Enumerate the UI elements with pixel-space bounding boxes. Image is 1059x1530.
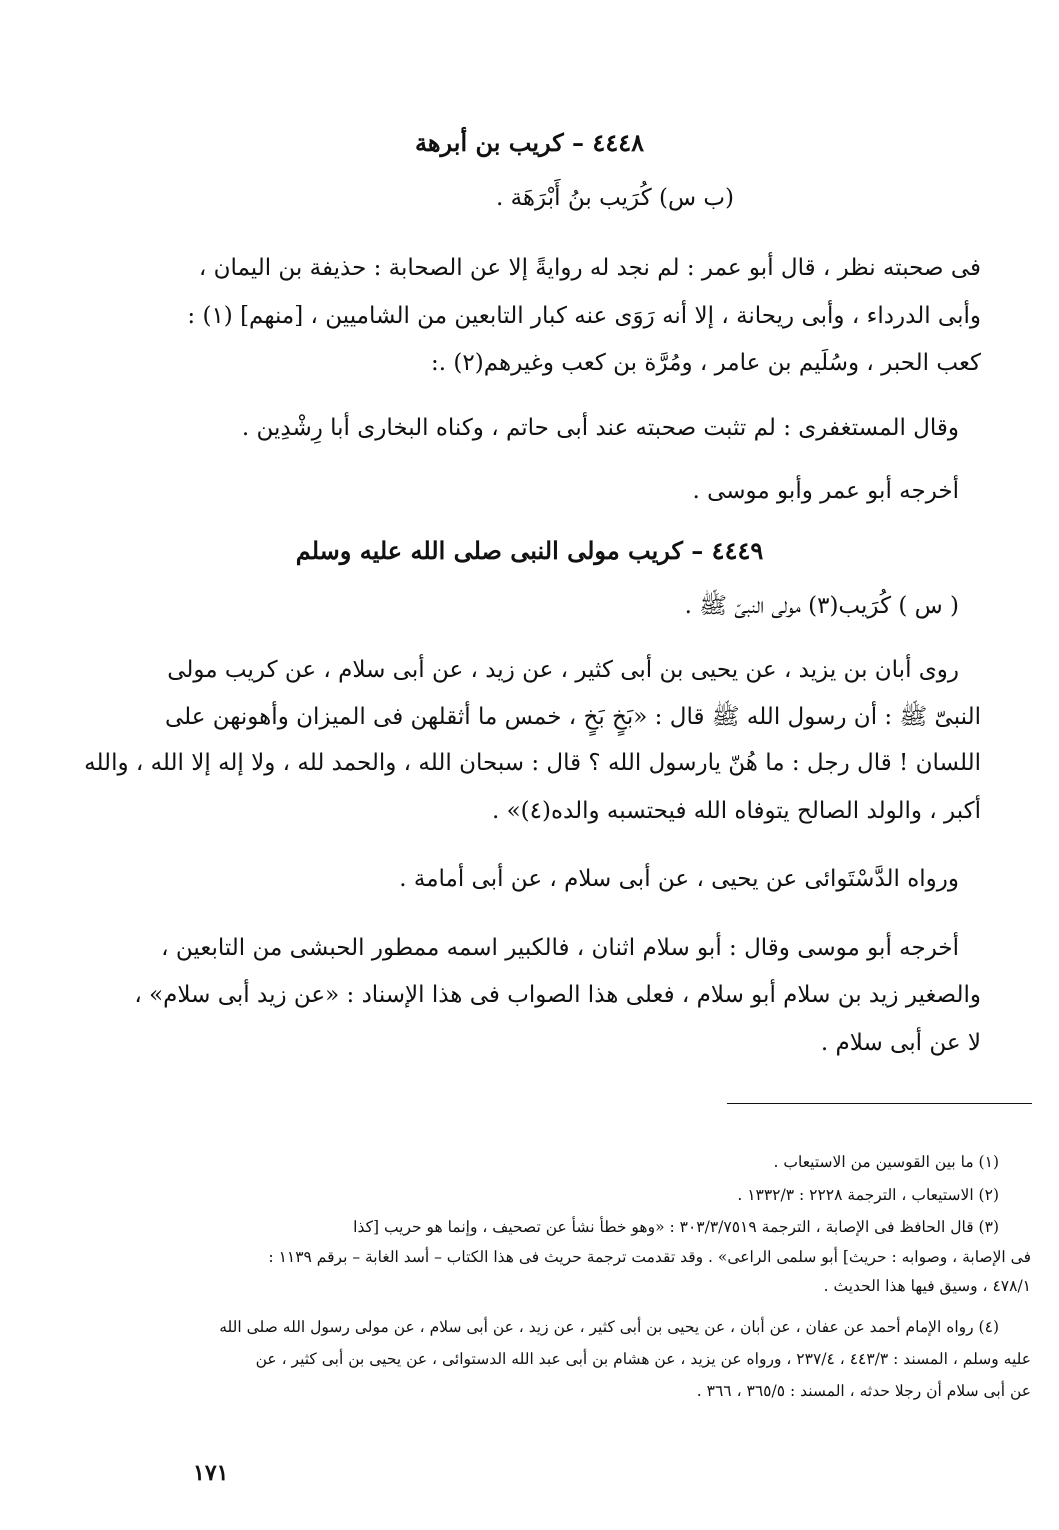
- entry-4448-text-line: وقال المستغفرى : لم تثبت صحبته عند أبى حاتم ، وكناه البخارى أبا رِشْدِين .: [241, 415, 959, 441]
- entry-4448-name-line: (ب س) كُرَيب بنُ أَبْرَهَة .: [495, 185, 734, 211]
- footnote-separator: [727, 1103, 1032, 1104]
- entry-4448-text-line: فى صحبته نظر ، قال أبو عمر : لم نجد له روايةً إلا عن الصحابة : حذيفة بن اليمان ،: [198, 255, 981, 281]
- page-number: ١٧١: [193, 1460, 229, 1486]
- entry-heading-4448: ٤٤٤٨ – كريب بن أبرهة: [415, 128, 644, 157]
- entry-4449-text-line: أكبر ، والولد الصالح يتوفاه الله فيحتسبه والده(٤)» .: [491, 798, 981, 824]
- footnote-line: (٤) رواه الإمام أحمد عن عفان ، عن أبان ، عن يحيى بن أبى كثير ، عن زيد ، عن أبى سلام ، عن مولى رسول الله صلى الله: [219, 1318, 999, 1336]
- entry-4448-text-line: أخرجه أبو عمر وأبو موسى .: [692, 478, 959, 504]
- footnote-line: عن أبى سلام أن رجلا حدثه ، المسند : ٣٦٥/٥ ، ٣٦٦ .: [696, 1382, 1031, 1400]
- entry-4448-text-line: كعب الحبر ، وسُلَيم بن عامر ، ومُرَّة بن كعب وغيرهم(٢) .:: [431, 350, 981, 376]
- footnote-line: فى الإصابة ، وصوابه : حريث] أبو سلمى الراعى» . وقد تقدمت ترجمة حريث فى هذا الكتاب – أسد الغابة – برقم ١١٣٩ :: [268, 1248, 1031, 1266]
- entry-4449-text-line: ورواه الدَّسْتَوائى عن يحيى ، عن أبى سلام ، عن أبى أمامة .: [399, 866, 959, 892]
- entry-4449-text-line: اللسان ! قال رجل : ما هُنّ يارسول الله ؟ قال : سبحان الله ، والحمد لله ، ولا إله إلا الله ، والله: [84, 750, 981, 776]
- entry-heading-4449: ٤٤٤٩ – كريب مولى النبى صلى الله عليه وسلم: [295, 536, 764, 565]
- entry-4449-text-line: النبىّ ﷺ : أن رسول الله ﷺ قال : «بَخٍ بَخٍ ، خمس ما أثقلهن فى الميزان وأهونهن على: [164, 704, 981, 730]
- footnote-line: ٤٧٨/١ ، وسيق فيها هذا الحديث .: [823, 1277, 1031, 1295]
- entry-4449-name-line: ( س ) كُرَيب(٣) مولى النبىّ ﷺ .: [684, 593, 959, 619]
- entry-4449-text-line: روى أبان بن يزيد ، عن يحيى بن أبى كثير ، عن زيد ، عن أبى سلام ، عن كريب مولى: [167, 657, 959, 683]
- entry-4449-text-line: أخرجه أبو موسى وقال : أبو سلام اثنان ، فالكبير اسمه ممطور الحبشى من التابعين ،: [161, 935, 959, 961]
- entry-4448-text-line: وأبى الدرداء ، وأبى ريحانة ، إلا أنه رَوَى عنه كبار التابعين من الشاميين ، [منهم] (١) :: [187, 303, 981, 329]
- entry-4449-text-line: والصغير زيد بن سلام أبو سلام ، فعلى هذا الصواب فى هذا الإسناد : «عن زيد أبى سلام» ،: [134, 982, 981, 1008]
- entry-4449-text-line: لا عن أبى سلام .: [820, 1030, 981, 1056]
- footnote-line: (٣) قال الحافظ فى الإصابة ، الترجمة ٣٠٣/٣/٧٥١٩ : «وهو خطأ نشأ عن تصحيف ، وإنما هو حريب [كذا: [353, 1218, 999, 1236]
- footnote-line: عليه وسلم ، المسند : ٤٤٣/٣ ، ٢٣٧/٤ ، ورواه عن يزيد ، عن هشام بن أبى عبد الله الدستوائى ، عن يحيى بن أبى كثير ، عن: [255, 1350, 1031, 1368]
- footnote-line: (٢) الاستيعاب ، الترجمة ٢٢٢٨ : ١٣٣٢/٣ .: [737, 1186, 999, 1204]
- footnote-line: (١) ما بين القوسين من الاستيعاب .: [773, 1153, 999, 1171]
